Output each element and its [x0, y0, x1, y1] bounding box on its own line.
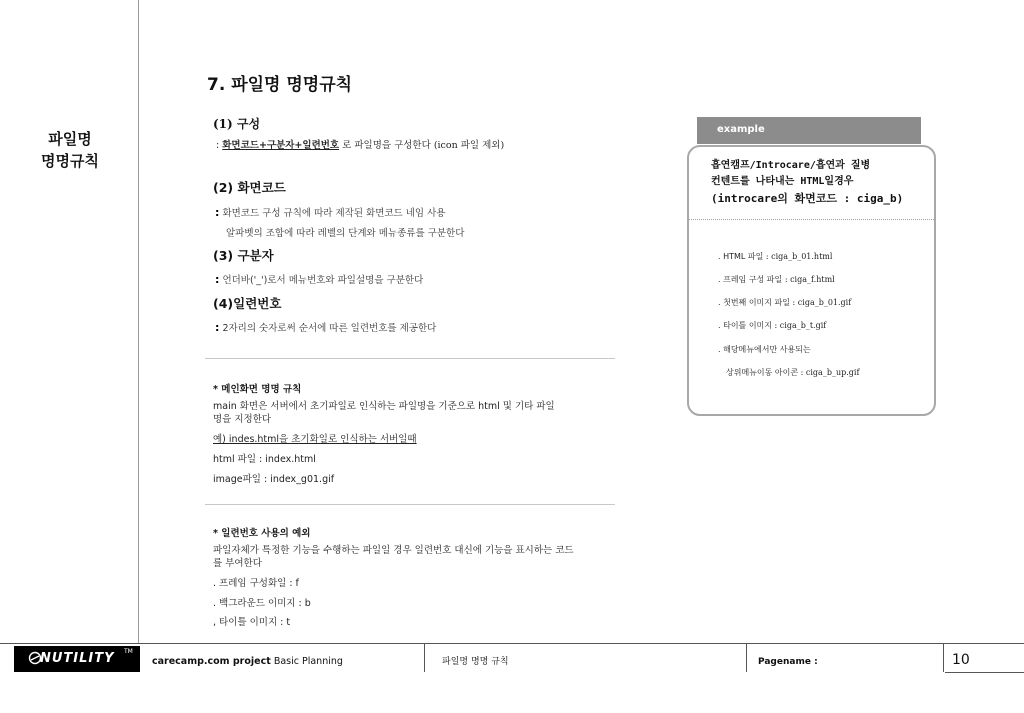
example-header: example	[697, 117, 921, 144]
sidebar-divider	[138, 0, 139, 644]
example-item-label: 상위메뉴이동 아이콘	[726, 368, 799, 377]
section-2-line2: 알파벳의 조합에 따라 레벨의 단계와 메뉴종류를 구분한다	[226, 228, 465, 239]
sidebar-title	[30, 128, 110, 172]
section-2-heading: (2) 화면코드	[213, 180, 286, 195]
footer-divider	[943, 644, 944, 672]
page-title: 7. 파일명 명명규칙	[207, 75, 353, 95]
main-naming-line1: main 화면은 서버에서 초기파일로 인식하는 파일명을 기준으로 html 및 기타 파일	[213, 401, 555, 412]
exception-item-title: , 타이틀 이미지 : t	[213, 617, 291, 628]
example-item-value: : ciga_b_01.gif	[790, 298, 852, 307]
section-1-title: 구성	[236, 117, 261, 131]
section-1-desc: 로 파일명을 구성한다	[342, 140, 431, 151]
section-2-line1	[215, 205, 445, 219]
section-1-number: (1)	[213, 117, 233, 131]
exception-item-frame: . 프레임 구성화일 : f	[213, 578, 299, 589]
footer-rule	[0, 643, 1024, 644]
example-item	[718, 274, 835, 285]
example-item	[718, 344, 811, 355]
page-number: 10	[952, 652, 970, 668]
section-1-text	[216, 137, 504, 151]
example-item-label: . 타이틀 이미지	[718, 321, 772, 330]
section-3-line1	[215, 272, 423, 286]
example-item-value: : ciga_b_up.gif	[798, 368, 860, 377]
example-item	[726, 367, 859, 378]
divider	[205, 504, 615, 505]
example-item-label: . 해당메뉴에서만 사용되는	[718, 345, 811, 354]
logo-trademark: TM	[124, 648, 133, 655]
footer-project-phase: Basic Planning	[273, 656, 343, 667]
example-description	[711, 158, 921, 207]
example-item	[718, 320, 826, 331]
exception-line1: 파일자체가 특정한 기능을 수행하는 파일일 경우 일련번호 대신에 기능을 표시하는 코드	[213, 545, 574, 556]
main-naming-image: image파일 : index_g01.gif	[213, 474, 335, 485]
exception-item-background: . 백그라운드 이미지 : b	[213, 598, 311, 609]
main-naming-line2: 명을 지정한다	[213, 414, 272, 425]
main-naming-heading: * 메인화면 명명 규칙	[213, 384, 302, 395]
section-4-text1: 2자리의 숫자로써 순서에 따른 일련번호를 제공한다	[222, 323, 437, 334]
main-naming-html: html 파일 : index.html	[213, 454, 316, 465]
example-item-value: : ciga_b_t.gif	[772, 321, 827, 330]
section-1-heading	[213, 115, 260, 132]
example-item	[718, 297, 851, 308]
example-item-value: : ciga_f.html	[782, 275, 835, 284]
section-1-paren: (icon 파일 제외)	[433, 140, 505, 151]
example-desc-line1: 흡연캠프/Introcare/흡연과 질병	[711, 160, 871, 171]
footer-project	[152, 656, 343, 667]
section-4-line1	[215, 320, 436, 334]
exception-line2: 를 부여한다	[213, 558, 262, 569]
file-name-formula: 화면코드+구분자+일련번호	[222, 140, 340, 151]
colon: :	[215, 321, 220, 334]
exception-heading: * 일련번호 사용의 예외	[213, 528, 311, 539]
example-item-value: : ciga_b_01.html	[763, 252, 833, 261]
main-naming-example: 예) indes.html을 초기화일로 인식하는 서버일때	[213, 434, 417, 445]
sidebar-title-line2: 명명규칙	[41, 152, 99, 170]
section-4-heading: (4)일련번호	[213, 296, 282, 311]
example-separator	[689, 219, 934, 220]
section-3-text1: 언더바('_')로서 메뉴번호와 파일설명을 구분한다	[222, 275, 424, 286]
example-desc-line2: 컨텐트를 나타내는 HTML일경우	[711, 176, 854, 187]
section-2-text1: 화면코드 구성 규칙에 따라 제작된 화면코드 네임 사용	[222, 208, 446, 219]
footer-section: 파일명 명명 규칙	[442, 657, 509, 667]
section-3-heading: (3) 구분자	[213, 248, 274, 263]
footer-bottom-rule	[945, 672, 1024, 673]
example-item-label: . HTML 파일	[718, 252, 764, 261]
sidebar-title-line1: 파일명	[48, 130, 92, 148]
footer-divider	[746, 644, 747, 672]
divider	[205, 358, 615, 359]
example-item-label: . 첫번째 이미지 파일	[718, 298, 790, 307]
logo-mark-icon	[28, 651, 42, 665]
example-desc-line3: (introcare의 화면코드 : ciga_b)	[711, 192, 904, 205]
footer-project-name: carecamp.com project	[152, 656, 271, 667]
footer-divider	[424, 644, 425, 672]
example-item	[718, 251, 832, 262]
example-item-label: . 프레임 구성 파일	[718, 275, 783, 284]
company-logo: NUTILITY	[14, 646, 140, 672]
colon: :	[215, 206, 220, 219]
colon: :	[216, 140, 220, 151]
footer-pagename: Pagename :	[758, 657, 818, 667]
colon: :	[215, 273, 220, 286]
